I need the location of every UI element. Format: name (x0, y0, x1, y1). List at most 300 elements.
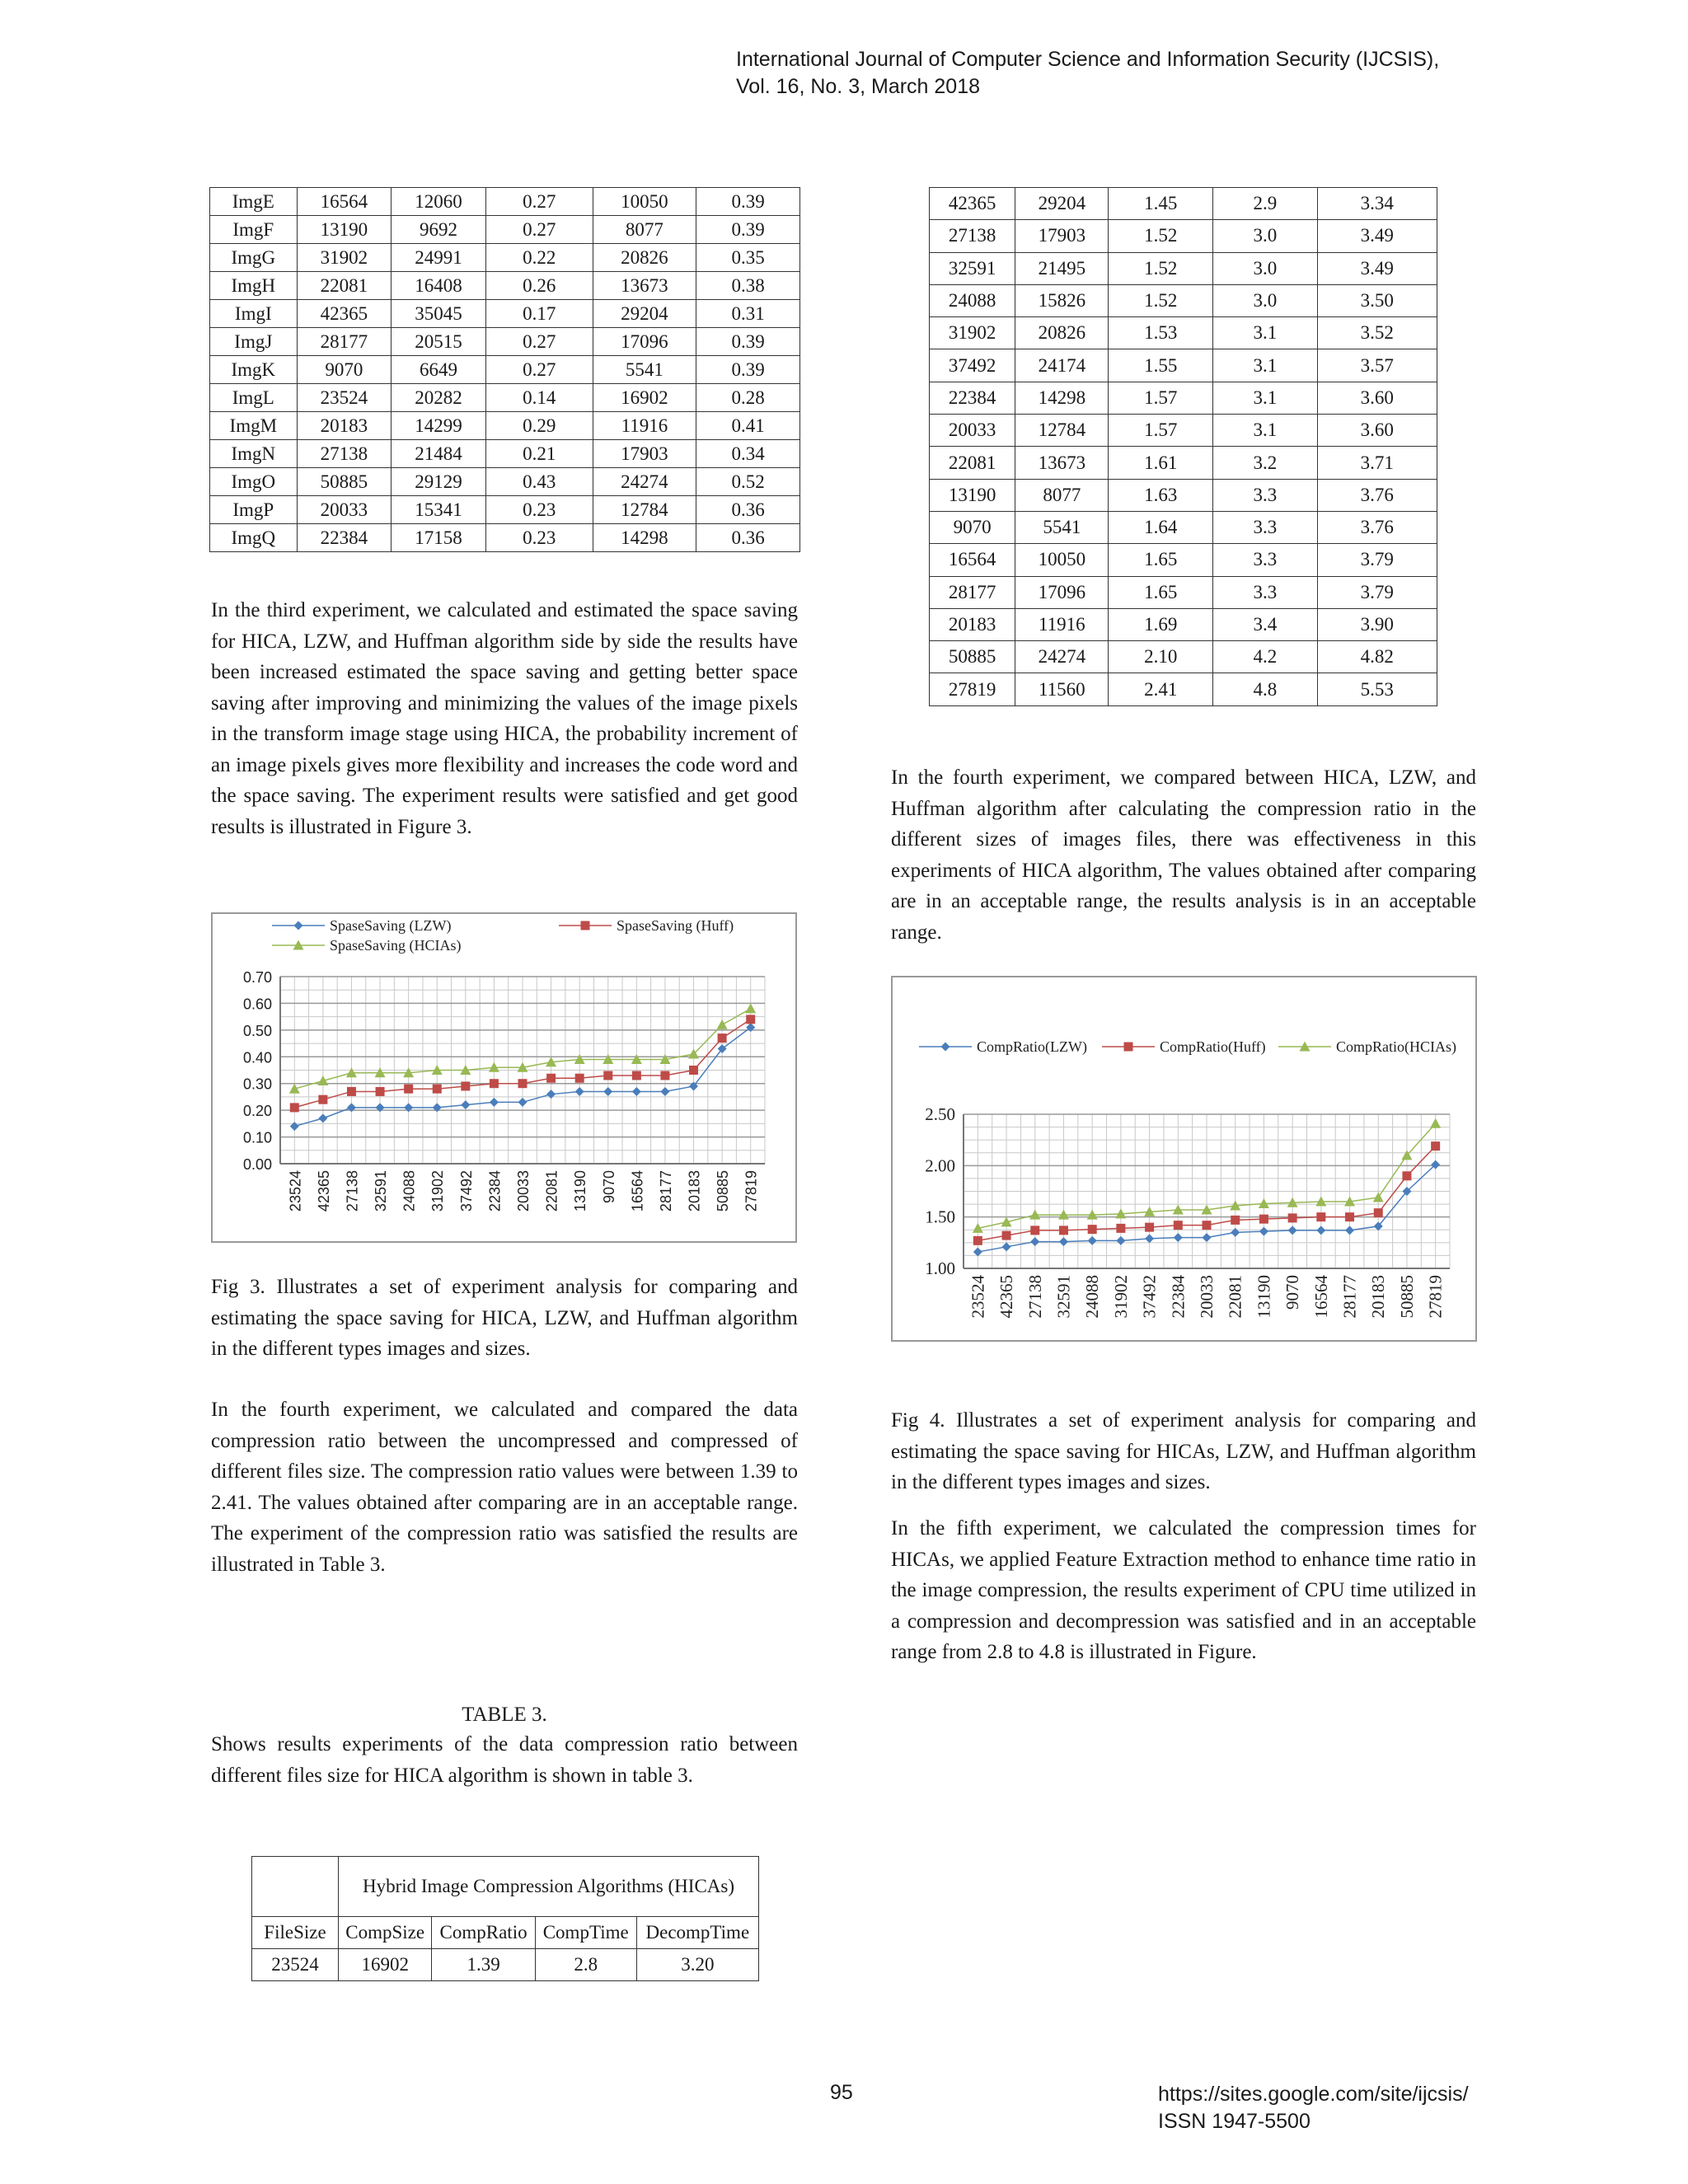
x-tick-label: 23524 (968, 1275, 988, 1319)
figure-4-chart (891, 976, 1477, 1342)
x-tick-label: 27819 (1425, 1275, 1446, 1319)
table-row (930, 382, 1437, 414)
table-cell: 17096 (1015, 576, 1109, 608)
data-point (660, 1071, 669, 1080)
table-cell: 8077 (593, 216, 696, 244)
data-point (1088, 1236, 1097, 1245)
table-cell: 3.0 (1213, 284, 1317, 316)
data-point (717, 1019, 728, 1029)
table-cell: 3.71 (1317, 447, 1437, 479)
data-point (376, 1087, 385, 1096)
table-cell: 17903 (593, 440, 696, 468)
data-point (1316, 1212, 1325, 1221)
table-cell: 0.23 (485, 496, 593, 524)
data-point (1231, 1228, 1240, 1237)
figure-3-svg (213, 914, 795, 1241)
table-cell: 3.57 (1317, 349, 1437, 382)
x-tick-label: 20183 (1368, 1275, 1389, 1319)
x-tick-label: 31902 (1110, 1275, 1131, 1319)
y-tick-label: 0.60 (242, 996, 272, 1013)
table-3-cell: 3.20 (636, 1949, 758, 1981)
x-tick-label: 24088 (401, 1170, 418, 1212)
data-point (575, 1087, 584, 1096)
table-cell: ImgO (210, 468, 298, 496)
data-point (1373, 1192, 1384, 1202)
legend-label: SpaseSaving (Huff) (617, 917, 734, 934)
table-cell: 0.38 (696, 272, 800, 300)
table-cell: 0.22 (485, 244, 593, 272)
table-cell: 3.4 (1213, 608, 1317, 640)
table-cell: 1.63 (1109, 479, 1213, 511)
table-row (930, 447, 1437, 479)
table-cell: 0.29 (485, 412, 593, 440)
table-cell: 14298 (593, 524, 696, 552)
table-cell: 13673 (1015, 447, 1109, 479)
data-point (1145, 1223, 1154, 1232)
table-cell: 16408 (392, 272, 486, 300)
data-point (575, 1074, 584, 1083)
x-tick-label: 16564 (629, 1170, 646, 1212)
data-point (546, 1074, 556, 1083)
table-cell: 0.34 (696, 440, 800, 468)
table-cell: 3.2 (1213, 447, 1317, 479)
table-cell: 5541 (593, 356, 696, 384)
data-point (1259, 1227, 1268, 1236)
table-cell: 13190 (297, 216, 392, 244)
data-point (546, 1090, 556, 1099)
journal-header-line2: Vol. 16, No. 3, March 2018 (736, 75, 981, 98)
paragraph-third-experiment: In the third experiment, we calculated and estimated the space saving for HICA, LZW, and Huffman algorithm side by side the results have been increased estimated the space saving and getting better space saving after improving and minimizing the values of the image pixels in the transform image stage using HICA, the probability increment of an image pixels gives more flexibility and increases the code word and the space saving. The experiment results were satisfied and get good results is illustrated in Figure 3. (211, 599, 798, 838)
data-point (603, 1071, 612, 1080)
table-cell: 1.61 (1109, 447, 1213, 479)
table-cell: 11560 (1015, 673, 1109, 705)
table-3-cell: 23524 (252, 1949, 339, 1981)
table-cell: 14299 (392, 412, 486, 440)
table-cell: ImgG (210, 244, 298, 272)
data-point (490, 1079, 499, 1088)
data-point (461, 1081, 470, 1090)
table-cell: 17158 (392, 524, 486, 552)
table-row (930, 511, 1437, 543)
table-cell: 1.65 (1109, 544, 1213, 576)
table-3-cell: 2.8 (535, 1949, 636, 1981)
table-cell: 3.49 (1317, 252, 1437, 284)
table-cell: 0.17 (485, 300, 593, 328)
table-cell: 27819 (930, 673, 1015, 705)
table-cell: ImgN (210, 440, 298, 468)
table-cell: 20826 (1015, 317, 1109, 349)
data-point (318, 1113, 327, 1122)
table-cell: 15826 (1015, 284, 1109, 316)
table-row (930, 544, 1437, 576)
table-cell: 3.34 (1317, 188, 1437, 220)
table-cell: 2.9 (1213, 188, 1317, 220)
table-row (210, 272, 800, 300)
y-tick-label: 1.00 (925, 1258, 955, 1278)
table-cell: 1.64 (1109, 511, 1213, 543)
table-3-col-compsize: CompSize (339, 1917, 432, 1949)
table-cell: 13190 (930, 479, 1015, 511)
table-row (210, 216, 800, 244)
table-cell: 21495 (1015, 252, 1109, 284)
data-point (347, 1087, 356, 1096)
data-point (1203, 1221, 1212, 1230)
y-tick-label: 0.50 (242, 1022, 272, 1039)
table-cell: 3.76 (1317, 479, 1437, 511)
table-cell: 0.27 (485, 216, 593, 244)
table-cell: ImgI (210, 300, 298, 328)
table-cell: 24274 (1015, 641, 1109, 673)
table-cell: 20282 (392, 384, 486, 412)
table-cell: 1.45 (1109, 188, 1213, 220)
x-tick-label: 28177 (657, 1170, 674, 1212)
table-cell: 1.65 (1109, 576, 1213, 608)
table-row (930, 415, 1437, 447)
table-3-group-header: Hybrid Image Compression Algorithms (HICAs) (339, 1857, 759, 1917)
page-number: 95 (830, 2081, 853, 2104)
table-cell: 0.28 (696, 384, 800, 412)
y-tick-label: 1.50 (925, 1207, 955, 1227)
table-cell: 1.53 (1109, 317, 1213, 349)
data-point (461, 1100, 470, 1109)
x-tick-label: 37492 (457, 1170, 475, 1212)
x-tick-label: 13190 (1254, 1275, 1274, 1319)
footer-info (1158, 2081, 1469, 2135)
table-cell: ImgF (210, 216, 298, 244)
table-cell: 42365 (297, 300, 392, 328)
x-tick-label: 20033 (1197, 1275, 1217, 1319)
legend-label: CompRatio(HCIAs) (1336, 1038, 1456, 1055)
x-tick-label: 16564 (1311, 1275, 1331, 1319)
table-cell: 0.27 (485, 328, 593, 356)
footer-issn: ISSN 1947-5500 (1158, 2110, 1311, 2133)
table-row (210, 356, 800, 384)
data-point (1259, 1215, 1268, 1224)
legend-label: SpaseSaving (HCIAs) (330, 937, 462, 954)
table-cell: ImgL (210, 384, 298, 412)
data-point (518, 1079, 528, 1088)
legend-label: CompRatio(Huff) (1160, 1038, 1266, 1055)
table-cell: 3.1 (1213, 415, 1317, 447)
paragraph-fourth-experiment-right: In the fourth experiment, we compared between HICA, LZW, and Huffman algorithm after calculating the compression ratio in the different sizes of images files, there was effectiveness in this experiments of HICA algorithm, The values obtained after comparing are in an acceptable range, the results analysis is in an acceptable range. (891, 766, 1476, 944)
x-tick-label: 42365 (315, 1170, 332, 1212)
y-tick-label: 0.30 (242, 1076, 272, 1093)
table-cell: 10050 (1015, 544, 1109, 576)
table-cell: 0.27 (485, 188, 593, 216)
table-cell: 28177 (297, 328, 392, 356)
table-3-cell: 1.39 (432, 1949, 535, 1981)
table-row (930, 641, 1437, 673)
data-point (632, 1071, 641, 1080)
table-cell: 3.1 (1213, 317, 1317, 349)
table-cell: 0.52 (696, 468, 800, 496)
table-cell: ImgE (210, 188, 298, 216)
table-cell: 0.21 (485, 440, 593, 468)
figure-3-caption: Fig 3. Illustrates a set of experiment analysis for comparing and estimating the space saving for HICA, LZW, and Huffman algorithm in the different types images and sizes. (211, 1276, 798, 1360)
table-cell: 3.0 (1213, 220, 1317, 252)
data-point (941, 1043, 950, 1052)
table-cell: 8077 (1015, 479, 1109, 511)
table-cell: 50885 (930, 641, 1015, 673)
y-tick-label: 0.40 (242, 1049, 272, 1066)
table-row (930, 188, 1437, 220)
table-cell: 0.39 (696, 216, 800, 244)
table-cell: 27138 (930, 220, 1015, 252)
table-cell: 17903 (1015, 220, 1109, 252)
table-cell: 4.82 (1317, 641, 1437, 673)
legend-label: CompRatio(LZW) (977, 1038, 1087, 1055)
data-point (318, 1095, 327, 1104)
table-cell: 0.36 (696, 496, 800, 524)
table-cell: 15341 (392, 496, 486, 524)
table-row (210, 468, 800, 496)
table-cell: 9070 (297, 356, 392, 384)
table-cell: 27138 (297, 440, 392, 468)
table-3-description: Shows results experiments of the data compression ratio between different files size for HICA algorithm is shown in table 3. (211, 1733, 798, 1787)
table-cell: 20183 (297, 412, 392, 440)
data-point (1174, 1221, 1183, 1230)
table-cell: 16564 (930, 544, 1015, 576)
table-cell: 3.1 (1213, 382, 1317, 414)
data-point (1059, 1237, 1068, 1246)
table-cell: 1.52 (1109, 252, 1213, 284)
data-point (1374, 1208, 1383, 1217)
table-cell: 24174 (1015, 349, 1109, 382)
table-row (210, 384, 800, 412)
table-cell: 2.10 (1109, 641, 1213, 673)
data-point (973, 1236, 982, 1245)
data-point (289, 1084, 300, 1094)
table-cell: 3.49 (1317, 220, 1437, 252)
table-cell: 2.41 (1109, 673, 1213, 705)
figure-4-svg (893, 977, 1475, 1340)
table-cell: 1.55 (1109, 349, 1213, 382)
table-cell: 3.3 (1213, 479, 1317, 511)
x-tick-label: 22384 (486, 1170, 504, 1212)
data-point (1345, 1226, 1354, 1235)
table-cell: 1.69 (1109, 608, 1213, 640)
table-cell: 31902 (930, 317, 1015, 349)
table-row (930, 252, 1437, 284)
table-cell: 22384 (930, 382, 1015, 414)
table-cell: 20826 (593, 244, 696, 272)
x-tick-label: 23524 (287, 1170, 304, 1212)
table-cell: ImgH (210, 272, 298, 300)
table-row (210, 188, 800, 216)
table-row (930, 608, 1437, 640)
x-tick-label: 31902 (429, 1170, 447, 1212)
space-saving-table (209, 187, 800, 552)
table-cell: 28177 (930, 576, 1015, 608)
table-cell: 17096 (593, 328, 696, 356)
x-tick-label: 20183 (686, 1170, 703, 1212)
table-row (210, 328, 800, 356)
data-point (1288, 1226, 1297, 1235)
data-point (689, 1066, 698, 1075)
table-cell: 0.39 (696, 328, 800, 356)
footer-url: https://sites.google.com/site/ijcsis/ (1158, 2083, 1469, 2106)
table-cell: 0.23 (485, 524, 593, 552)
data-point (518, 1098, 528, 1107)
table-cell: 22384 (297, 524, 392, 552)
paragraph-fifth-experiment: In the fifth experiment, we calculated the compression times for HICAs, we applied Feature Extraction method to enhance time ratio in the image compression, the results experiment of CPU time utilized in a compression and decompression was satisfied and in an acceptable range from 2.8 to 4.8 is illustrated in Figure. (891, 1517, 1476, 1663)
table-row (930, 349, 1437, 382)
table-cell: 3.60 (1317, 415, 1437, 447)
x-tick-label: 27138 (344, 1170, 361, 1212)
table-cell: 29204 (593, 300, 696, 328)
table-cell: 3.76 (1317, 511, 1437, 543)
table-cell: 3.3 (1213, 576, 1317, 608)
table-cell: 21484 (392, 440, 486, 468)
table-cell: 13673 (593, 272, 696, 300)
data-point (1116, 1236, 1125, 1245)
table-cell: 16902 (593, 384, 696, 412)
table-cell: ImgJ (210, 328, 298, 356)
table-cell: 20183 (930, 608, 1015, 640)
x-tick-label: 22081 (1225, 1275, 1245, 1319)
table-cell: 0.35 (696, 244, 800, 272)
table-cell: 0.39 (696, 356, 800, 384)
data-point (1030, 1226, 1039, 1235)
table-row (930, 479, 1437, 511)
x-tick-label: 22081 (543, 1170, 560, 1212)
data-point (1288, 1213, 1297, 1222)
table-cell: 0.14 (485, 384, 593, 412)
table-row (210, 496, 800, 524)
table-cell: 5.53 (1317, 673, 1437, 705)
table-cell: 3.0 (1213, 252, 1317, 284)
table-cell: 3.52 (1317, 317, 1437, 349)
table-row (930, 673, 1437, 705)
table-cell: 14298 (1015, 382, 1109, 414)
table-row (210, 440, 800, 468)
table-cell: 4.2 (1213, 641, 1317, 673)
y-tick-label: 0.00 (242, 1156, 272, 1173)
x-tick-label: 9070 (1282, 1275, 1303, 1310)
journal-header-line1: International Journal of Computer Science and Information Security (IJCSIS), (736, 48, 1440, 71)
table-cell: 1.52 (1109, 220, 1213, 252)
table-cell: 50885 (297, 468, 392, 496)
data-point (1430, 1118, 1441, 1128)
table-row (930, 284, 1437, 316)
data-point (1231, 1216, 1240, 1225)
x-tick-label: 9070 (600, 1170, 617, 1204)
table-cell: 3.1 (1213, 349, 1317, 382)
table-cell: 0.43 (485, 468, 593, 496)
table-cell: 9070 (930, 511, 1015, 543)
x-tick-label: 32591 (373, 1170, 390, 1212)
x-tick-label: 13190 (572, 1170, 589, 1212)
data-point (746, 1015, 755, 1024)
data-point (1203, 1233, 1212, 1242)
y-tick-label: 0.10 (242, 1129, 272, 1146)
table-cell: 3.3 (1213, 544, 1317, 576)
data-point (490, 1098, 499, 1107)
data-point (632, 1087, 641, 1096)
table-3-col-compratio: CompRatio (432, 1917, 535, 1949)
table-cell: ImgQ (210, 524, 298, 552)
compression-ratio-table (929, 187, 1437, 706)
table-cell: 20033 (930, 415, 1015, 447)
table-cell: 29204 (1015, 188, 1109, 220)
figure-4-caption: Fig 4. Illustrates a set of experiment analysis for comparing and estimating the space saving for HICAs, LZW, and Huffman algorithm in the different types images and sizes. (891, 1409, 1476, 1493)
y-tick-label: 0.20 (242, 1103, 272, 1120)
data-point (1174, 1233, 1183, 1242)
table-cell: 11916 (593, 412, 696, 440)
table-cell: 0.39 (696, 188, 800, 216)
data-point (1316, 1226, 1325, 1235)
table-cell: 3.90 (1317, 608, 1437, 640)
data-point (1431, 1141, 1440, 1151)
table-cell: 12784 (593, 496, 696, 524)
data-point (603, 1087, 612, 1096)
table-cell: 32591 (930, 252, 1015, 284)
table-3-header (251, 1856, 759, 1981)
table-cell: 35045 (392, 300, 486, 328)
data-point (973, 1248, 982, 1257)
table-cell: 1.57 (1109, 382, 1213, 414)
table-cell: 24274 (593, 468, 696, 496)
journal-header (736, 46, 1439, 101)
table-cell: 5541 (1015, 511, 1109, 543)
data-point (1345, 1212, 1354, 1221)
table-cell: 3.79 (1317, 544, 1437, 576)
table-cell: 22081 (297, 272, 392, 300)
x-tick-label: 50885 (1396, 1275, 1417, 1319)
x-tick-label: 27819 (743, 1170, 760, 1212)
data-point (660, 1087, 669, 1096)
x-tick-label: 37492 (1139, 1275, 1160, 1319)
table-cell: ImgP (210, 496, 298, 524)
data-point (404, 1085, 413, 1094)
table-cell: 20515 (392, 328, 486, 356)
table-cell: 20033 (297, 496, 392, 524)
x-tick-label: 24088 (1082, 1275, 1103, 1319)
table-cell: 9692 (392, 216, 486, 244)
table-cell: 10050 (593, 188, 696, 216)
table-cell: 31902 (297, 244, 392, 272)
x-tick-label: 28177 (1339, 1275, 1360, 1319)
table-row (930, 576, 1437, 608)
table-cell: 0.41 (696, 412, 800, 440)
data-point (317, 1076, 328, 1085)
data-point (1002, 1242, 1011, 1251)
table-cell: ImgM (210, 412, 298, 440)
table-3-col-comptime: CompTime (535, 1917, 636, 1949)
data-point (1030, 1237, 1039, 1246)
x-tick-label: 42365 (996, 1275, 1017, 1319)
y-tick-label: 2.50 (925, 1104, 955, 1124)
table-cell: 0.26 (485, 272, 593, 300)
legend-label: SpaseSaving (LZW) (330, 917, 452, 934)
table-cell: 12060 (392, 188, 486, 216)
table-cell: 22081 (930, 447, 1015, 479)
table-row (930, 317, 1437, 349)
x-tick-label: 20033 (515, 1170, 532, 1212)
table-row (210, 524, 800, 552)
table-3-cell: 16902 (339, 1949, 432, 1981)
table-cell: 11916 (1015, 608, 1109, 640)
data-point (718, 1033, 727, 1043)
data-point (1088, 1225, 1097, 1234)
data-point (1402, 1171, 1411, 1180)
table-cell: 3.3 (1213, 511, 1317, 543)
data-point (290, 1122, 299, 1131)
table-cell: 0.27 (485, 356, 593, 384)
table-3-title: TABLE 3. (462, 1704, 547, 1726)
table-cell: 1.52 (1109, 284, 1213, 316)
x-tick-label: 32591 (1053, 1275, 1074, 1319)
